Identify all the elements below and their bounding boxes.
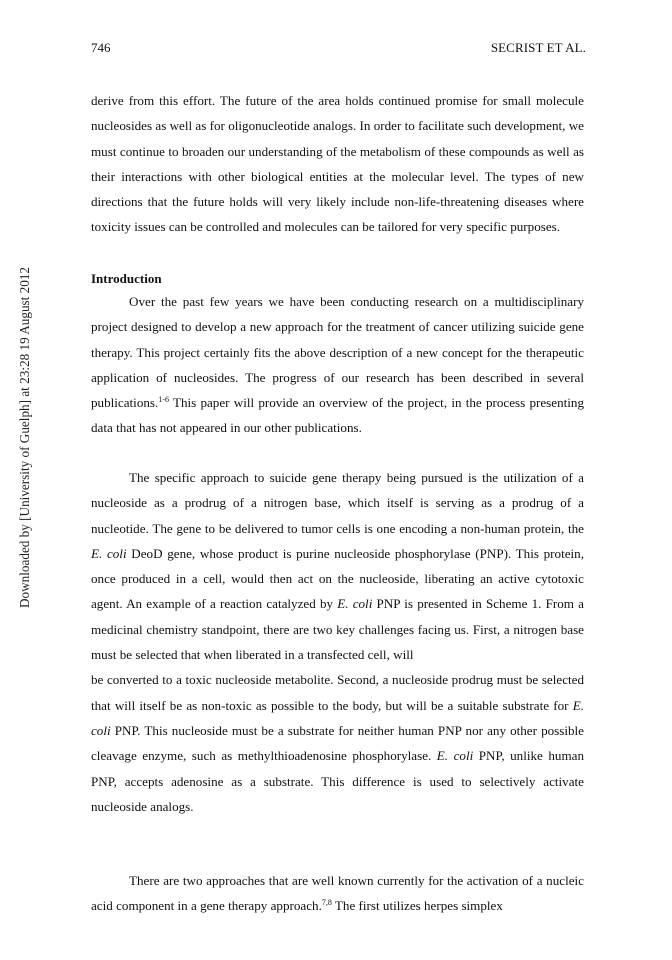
paragraph-2-seg: PNP is presented in Scheme 1. From a medicinal chemistry standpoint, there are two key challenges facing us. First, a nitrogen base must be selected that when liberated in a transfected cell, will [91, 596, 584, 663]
citation-ref: 1-6 [158, 395, 169, 405]
paragraph-2-seg: PNP, unlike human PNP, accepts adenosine as a substrate. This difference is used to selectively activate nucleoside analogs. [91, 748, 584, 814]
paragraph-2-seg: PNP. This nucleoside must be a substrate for neither human PNP nor any other possible cleavage enzyme, such as methylthioadenosine phosphorylase. [91, 722, 584, 764]
paragraph-1-body: Over the past few years we have been conducting research on a multidisciplinary project designed to develop a new approach for the treatment of cancer utilizing suicide gene therapy. This project certainly fits the above description of a new concept for the therapeutic application of nucleosides. The progress of our research has been described in several publications. [91, 294, 584, 411]
species-name: E. coli [337, 596, 373, 612]
paragraph-2-seg: be converted to a toxic nucleoside metabolite. Second, a nucleoside prodrug must be selected that will itself be as non-toxic as possible to the body, but will be a suitable substrate for [91, 672, 584, 713]
citation-ref: 7,8 [321, 898, 332, 908]
paragraph-3-text [91, 868, 584, 919]
species-name: E. coli [91, 697, 584, 738]
paragraph-2 [91, 465, 584, 819]
paragraph-2-seg: The specific approach to suicide gene therapy being pursued is the utilization of a nucleoside as a prodrug of a nitrogen base, which itself is serving as a prodrug of a nucleotide. The gene to be delivered to tumor cells is one encoding a non-human protein, the [91, 470, 584, 536]
intro-paragraph [91, 88, 584, 240]
download-watermark: Downloaded by [University of Guelph] at 23:28 19 August 2012 [17, 266, 32, 608]
paragraph-1-text [91, 289, 584, 441]
section-heading: Introduction [91, 271, 162, 286]
page-number: 746 [91, 40, 111, 55]
paragraph-1-tail: This paper will provide an overview of the project, in the process presenting data that has not appeared in our other publications. [91, 395, 584, 436]
intro-paragraph-text: derive from this effort. The future of the area holds continued promise for small molecule nucleosides as well as for oligonucleotide analogs. In order to facilitate such development, we must continue to broaden our understanding of the metabolism of these compounds as well as their interactions with other biological entities at the molecular level. The types of new directions that the future holds will very likely include non-life-threatening diseases where toxicity issues can be controlled and molecules can be tailored for very specific purposes. [91, 93, 584, 235]
paragraph-3-body: There are two approaches that are well known currently for the activation of a nucleic acid component in a gene therapy approach. [91, 873, 584, 914]
species-name: E. coli [91, 545, 127, 561]
paragraph-1 [91, 289, 584, 441]
running-head: SECRIST ET AL. [490, 40, 586, 55]
paragraph-2-text-a [91, 465, 584, 667]
paragraph-2-text-b [91, 667, 584, 819]
paragraph-3-tail: The first utilizes herpes simplex [331, 898, 503, 914]
species-name: E. coli [436, 748, 474, 764]
paragraph-2-seg: DeoD gene, whose product is purine nucleoside phosphorylase (PNP). This protein, once produced in a cell, would then act on the nucleoside, liberating an active cytotoxic agent. An example of a reaction catalyzed by [91, 545, 584, 612]
paragraph-3 [91, 868, 584, 919]
